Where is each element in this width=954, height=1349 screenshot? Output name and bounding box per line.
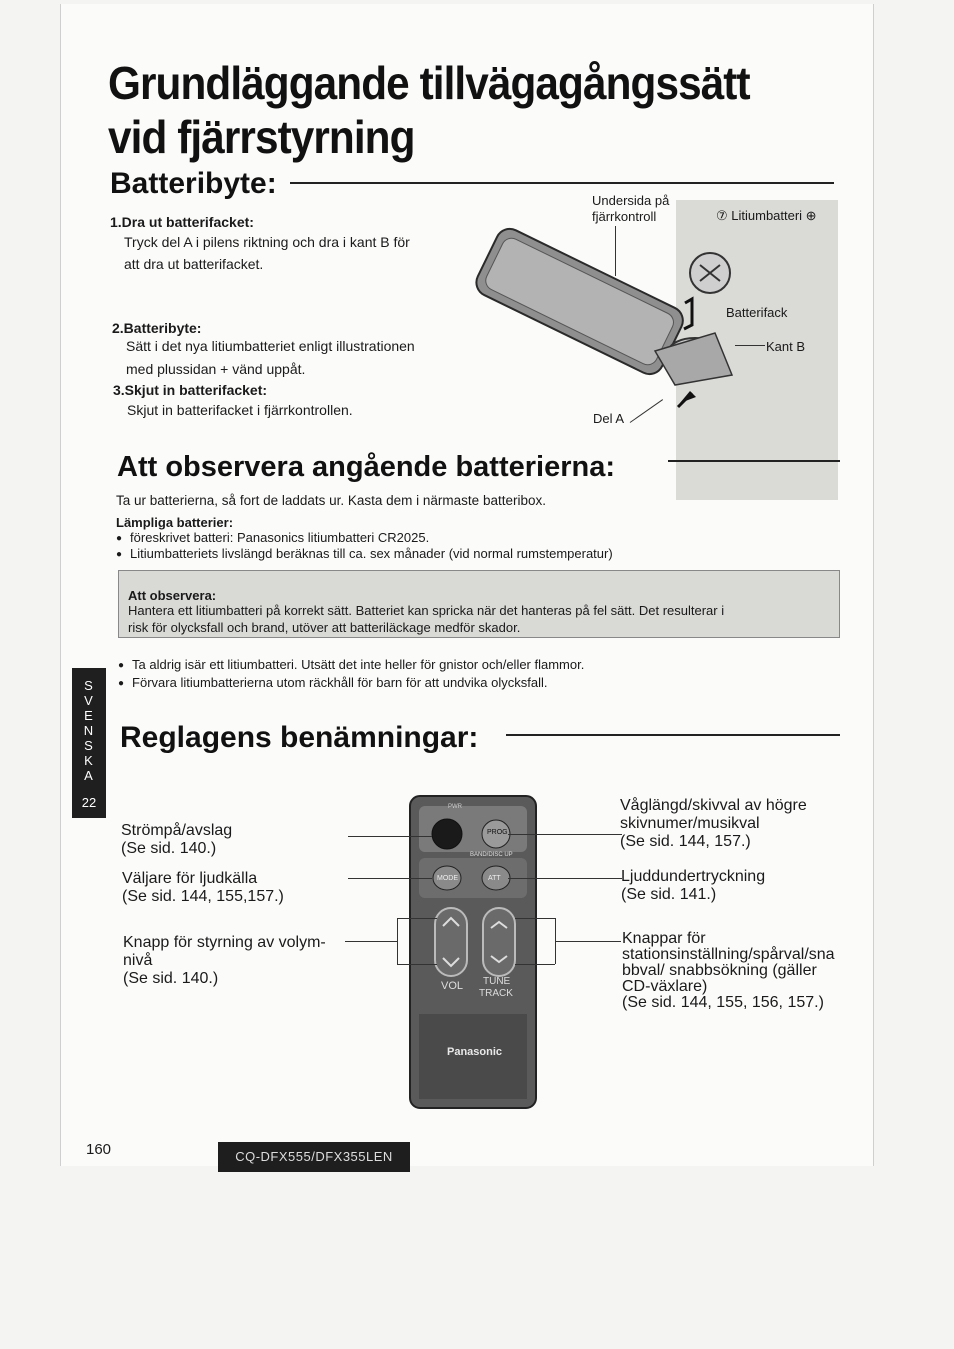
step1-text-2: att dra ut batterifacket. <box>124 256 264 272</box>
leader-volume-bottom <box>397 964 437 965</box>
leader-volume <box>345 941 397 942</box>
bullet-no-disassemble: ● Ta aldrig isär ett litiumbatteri. Utsätt det inte heller för gnistor och/eller flammor. <box>118 656 584 675</box>
suitable-batteries-title: Lämpliga batterier: <box>116 515 234 530</box>
page-title-line1: Grundläggande tillvägagångssätt <box>108 57 750 109</box>
remote-brand-logo: Panasonic <box>447 1046 503 1058</box>
step3-title: 3.Skjut in batterifacket: <box>113 382 268 398</box>
language-sidebar-tab <box>72 668 106 818</box>
warning-line-1: Hantera ett litiumbatteri på korrekt sätt. Batteriet kan spricka när det hanteras på fel sätt. Det resulterar i <box>128 603 725 618</box>
label-band-1: Våglängd/skivval av högre <box>620 797 807 814</box>
leader-volume-bracket <box>397 918 398 964</box>
label-tune-4: CD-växlare) <box>622 978 708 995</box>
leader-power <box>348 836 432 837</box>
label-tune-2: stationsinställning/spårval/sna <box>622 946 835 963</box>
step2-text-2: med plussidan + vänd uppåt. <box>126 361 306 377</box>
step3-text: Skjut in batterifacket i fjärrkontrollen. <box>127 402 353 418</box>
leader-volume-top <box>397 918 437 919</box>
observe-rule <box>668 460 840 462</box>
label-volume-2: nivå <box>123 952 153 969</box>
label-band-3: (Se sid. 144, 157.) <box>620 833 751 850</box>
observe-intro: Ta ur batterierna, så fort de laddats ur. Kasta dem i närmaste batteribox. <box>116 493 546 508</box>
warning-title: Att observera: <box>128 588 217 603</box>
remote-att-button: ATT <box>488 875 501 882</box>
bullet-battery-type: ● föreskrivet batteri: Panasonics litiumbatteri CR2025. <box>116 529 429 548</box>
step1-title: 1.Dra ut batterifacket: <box>110 214 254 230</box>
remote-track-label: TRACK <box>479 988 513 999</box>
label-att-1: Ljuddundertryckning <box>621 868 766 885</box>
page-title-line2: vid fjärrstyrning <box>108 111 415 163</box>
footer-page-number: 160 <box>86 1141 112 1158</box>
sidebar-page-number: 22 <box>81 795 97 810</box>
leader-band <box>508 834 622 835</box>
remote-control-illustration <box>405 794 551 1114</box>
remote-vol-label: VOL <box>441 980 464 992</box>
step2-text-1: Sätt i det nya litiumbatteriet enligt illustrationen <box>126 338 415 354</box>
leader-underside <box>615 226 616 276</box>
controls-rule <box>506 734 840 736</box>
bullet-battery-life: ● Litiumbatteriets livslängd beräknas till ca. sex månader (vid normal rumstemperatur) <box>116 545 613 564</box>
leader-att <box>508 878 622 879</box>
remote-mode-button: MODE <box>437 875 458 882</box>
battery-change-heading: Batteribyte: <box>110 167 277 200</box>
label-att-2: (Se sid. 141.) <box>621 886 717 903</box>
step1-text-1: Tryck del A i pilens riktning och dra i kant B för <box>124 234 410 250</box>
label-underside-1: Undersida på <box>592 193 670 208</box>
label-underside-2: fjärrkontroll <box>592 209 657 224</box>
label-tune-3: bbval/ snabbsökning (gäller <box>622 962 817 979</box>
language-letters: S V E N S K A <box>83 678 95 783</box>
label-part-a: Del A <box>593 411 625 426</box>
leader-edge-b <box>735 345 765 346</box>
label-power-1: Strömpå/avslag <box>121 822 233 839</box>
remote-prog-button: PROG <box>487 829 508 836</box>
label-lithium-battery: ⑦ Litiumbatteri ⊕ <box>716 208 817 223</box>
label-edge-b: Kant B <box>766 339 806 354</box>
label-volume-1: Knapp för styrning av volym- <box>123 934 326 951</box>
observe-heading: Att observera angående batterierna: <box>117 451 615 483</box>
remote-band-label: BAND/DISC UP <box>470 852 513 858</box>
warning-line-2: risk för olycksfall och brand, utöver att batteriläckage medför skador. <box>128 620 521 635</box>
leader-tune-top <box>515 918 555 919</box>
label-volume-3: (Se sid. 140.) <box>123 970 219 987</box>
controls-heading: Reglagens benämningar: <box>120 721 479 754</box>
remote-tune-label: TUNE <box>483 976 511 987</box>
remote-pwr-label: PWR <box>448 804 462 810</box>
heading-rule <box>290 182 834 184</box>
leader-tune-bracket <box>555 918 556 964</box>
label-power-2: (Se sid. 140.) <box>121 840 217 857</box>
leader-source <box>348 878 432 879</box>
label-source-2: (Se sid. 144, 155,157.) <box>122 888 284 905</box>
label-tune-5: (Se sid. 144, 155, 156, 157.) <box>622 994 824 1011</box>
leader-tune <box>555 941 621 942</box>
label-battery-tray: Batterifack <box>726 305 788 320</box>
footer-model-badge: CQ-DFX555/DFX355LEN <box>218 1142 410 1172</box>
label-tune-1: Knappar för <box>622 930 706 947</box>
leader-tune-bottom <box>515 964 555 965</box>
step2-title: 2.Batteribyte: <box>112 320 202 336</box>
bullet-keep-from-children: ● Förvara litiumbatterierna utom räckhåll för barn för att undvika olycksfall. <box>118 674 548 693</box>
label-source-1: Väljare för ljudkälla <box>122 870 258 887</box>
label-band-2: skivnumer/musikval <box>620 815 760 832</box>
